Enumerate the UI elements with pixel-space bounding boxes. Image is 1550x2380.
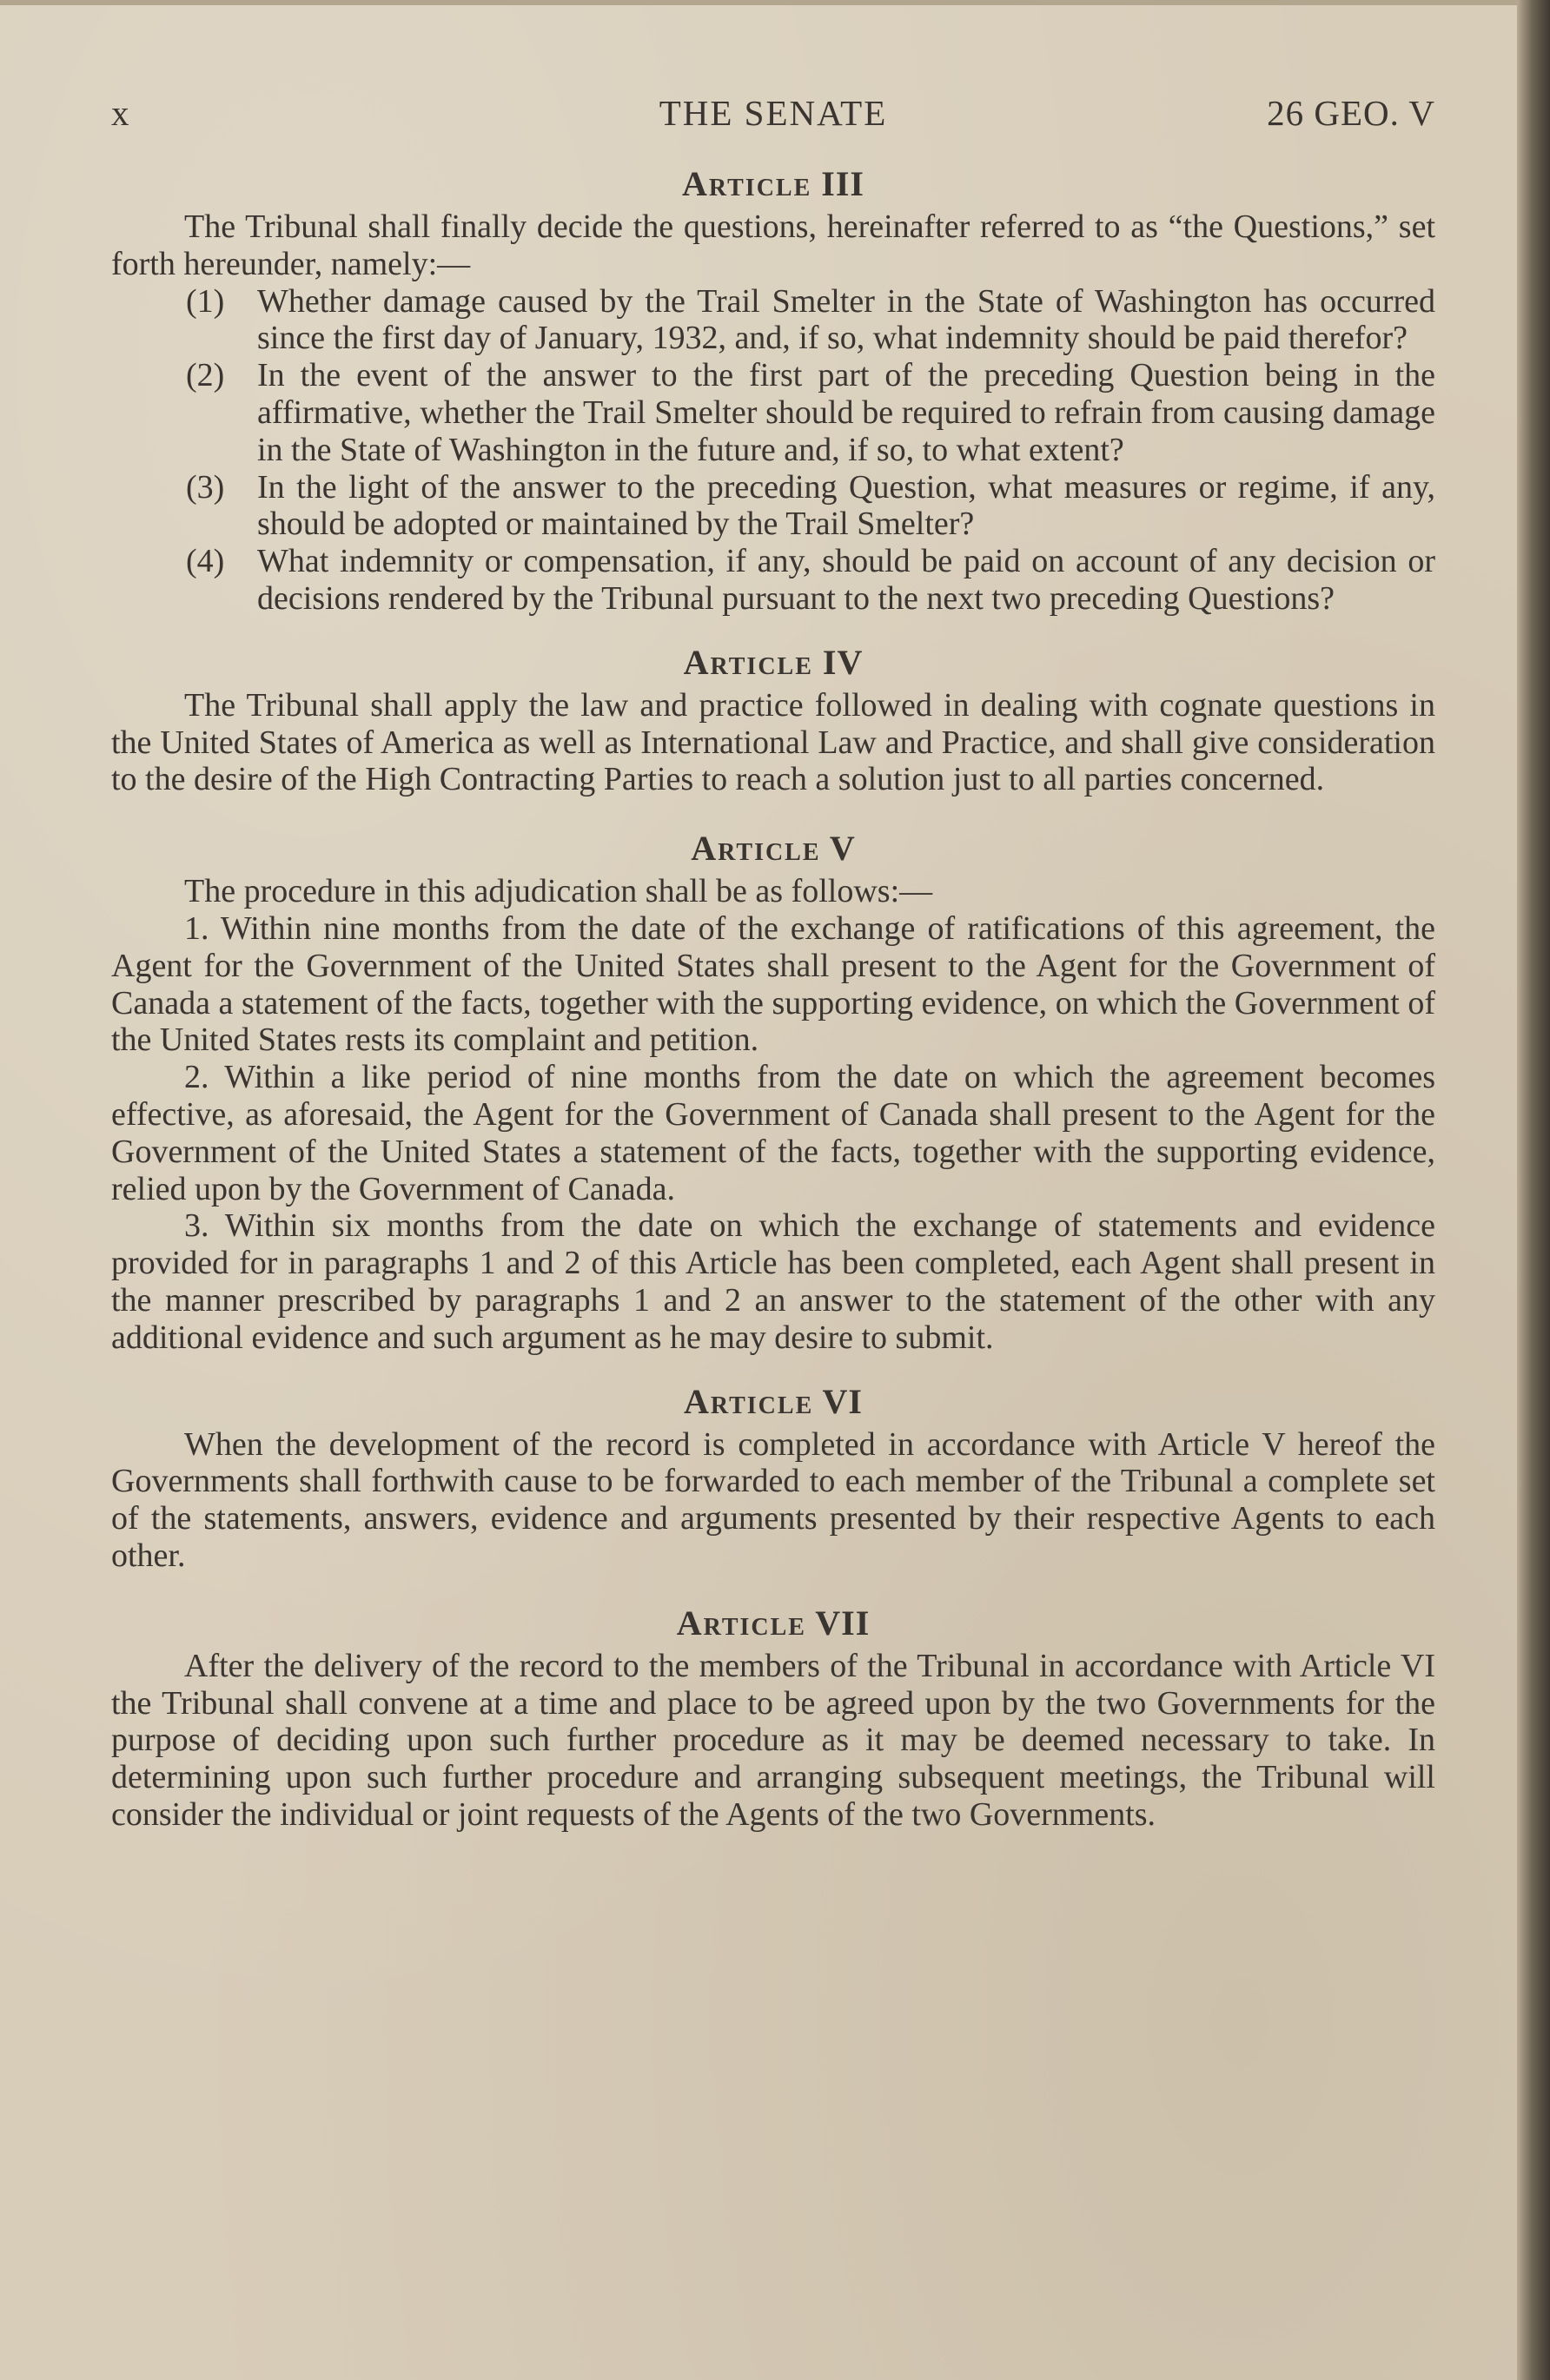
question-item [111, 543, 1435, 618]
page-folio: x [111, 93, 130, 133]
article-3-intro: The Tribunal shall finally decide the questions, hereinafter referred to as “the Questions,” set forth hereunder, namely:— [111, 208, 1435, 282]
article-4-heading [111, 644, 1435, 682]
question-text: In the event of the answer to the first part of the preceding Question being in the affirmative, whether the Trail Smelter should be required to refrain from causing damage in the State of Washington in the future and, if so, to what extent? [257, 357, 1435, 468]
article-4 [111, 644, 1435, 798]
question-number: (3) [186, 468, 225, 506]
question-item [111, 283, 1435, 358]
article-4-body: The Tribunal shall apply the law and practice followed in dealing with cognate questions in the United States of America as well as International Law and Practice, and shall give consideration to the desire of the High Contracting Parties to reach a solution just to all parties concerned. [111, 686, 1435, 798]
article-5-heading [111, 830, 1435, 868]
book-binding-edge [1517, 0, 1550, 2380]
question-item [111, 469, 1435, 544]
article-3-numeral: III [821, 164, 864, 203]
question-text: In the light of the answer to the preceding Question, what measures or regime, if any, should be adopted or maintained by the Trail Smelter? [257, 468, 1435, 543]
question-text: Whether damage caused by the Trail Smelter in the State of Washington has occurred since the first day of January, 1932, and, if so, what indemnity should be paid therefor? [257, 282, 1435, 357]
article-7-label: Article [676, 1603, 806, 1643]
article-5-paragraph-2: 2. Within a like period of nine months from the date on which the agreement becomes effective, as aforesaid, the Agent for the Government of Canada shall present to the Agent for the Government of the United States a statement of the facts, together with the supporting evidence, relied upon by the Government of Canada. [111, 1059, 1435, 1207]
article-6-heading [111, 1383, 1435, 1421]
running-head-title: THE SENATE [659, 93, 888, 133]
question-number: (1) [186, 282, 225, 320]
question-list [111, 283, 1435, 618]
running-head-session: 26 GEO. V [1267, 93, 1435, 133]
article-5-intro: The procedure in this adjudication shall be as follows:— [184, 873, 933, 910]
article-4-label: Article [683, 642, 813, 682]
article-3-label: Article [682, 164, 812, 203]
question-item [111, 357, 1435, 468]
question-text: What indemnity or compensation, if any, should be paid on account of any decision or decisions rendered by the Tribunal pursuant to the next two preceding Questions? [257, 543, 1435, 617]
article-7-heading [111, 1604, 1435, 1643]
article-6-label: Article [683, 1381, 814, 1421]
article-6-body: When the development of the record is completed in accordance with Article V hereof the Governments shall forthwith cause to be forwarded to each member of the Tribunal a complete set of the statements, answers, evidence and arguments presented by their respective Agents to each other. [111, 1425, 1435, 1574]
article-5-paragraph-3: 3. Within six months from the date on which the exchange of statements and evidence provided for in paragraphs 1 and 2 of this Article has been completed, each Agent shall present in the manner prescribed by paragraphs 1 and 2 an answer to the statement of the other with any additional evidence and such argument as he may desire to submit. [111, 1207, 1435, 1356]
article-3 [111, 165, 1435, 618]
article-7-numeral: VII [815, 1603, 871, 1643]
question-number: (4) [186, 543, 225, 580]
question-number: (2) [186, 357, 225, 394]
article-5 [111, 830, 1435, 1356]
running-head [111, 83, 1435, 136]
document-page [111, 83, 1435, 1834]
page-top-edge [0, 0, 1550, 5]
article-4-numeral: IV [822, 642, 864, 682]
article-6 [111, 1383, 1435, 1575]
article-5-paragraph-1: 1. Within nine months from the date of the exchange of ratifications of this agreement, the Agent for the Government of the United States shall present to the Agent for the Government of Canada a statement of the facts, together with the supporting evidence, on which the Government of the United States rests its complaint and petition. [111, 909, 1435, 1059]
article-6-numeral: VI [822, 1381, 863, 1421]
article-5-label: Article [691, 829, 821, 869]
article-7-body: After the delivery of the record to the members of the Tribunal in accordance with Article VI the Tribunal shall convene at a time and place to be agreed upon by the two Governments for the purpose of deciding upon such further procedure as it may be deemed necessary to take. In determining upon such further procedure and arranging subsequent meetings, the Tribunal will consider the individual or joint requests of the Agents of the two Governments. [111, 1647, 1435, 1833]
article-7 [111, 1604, 1435, 1834]
article-3-heading [111, 165, 1435, 203]
article-5-numeral: V [829, 829, 856, 869]
